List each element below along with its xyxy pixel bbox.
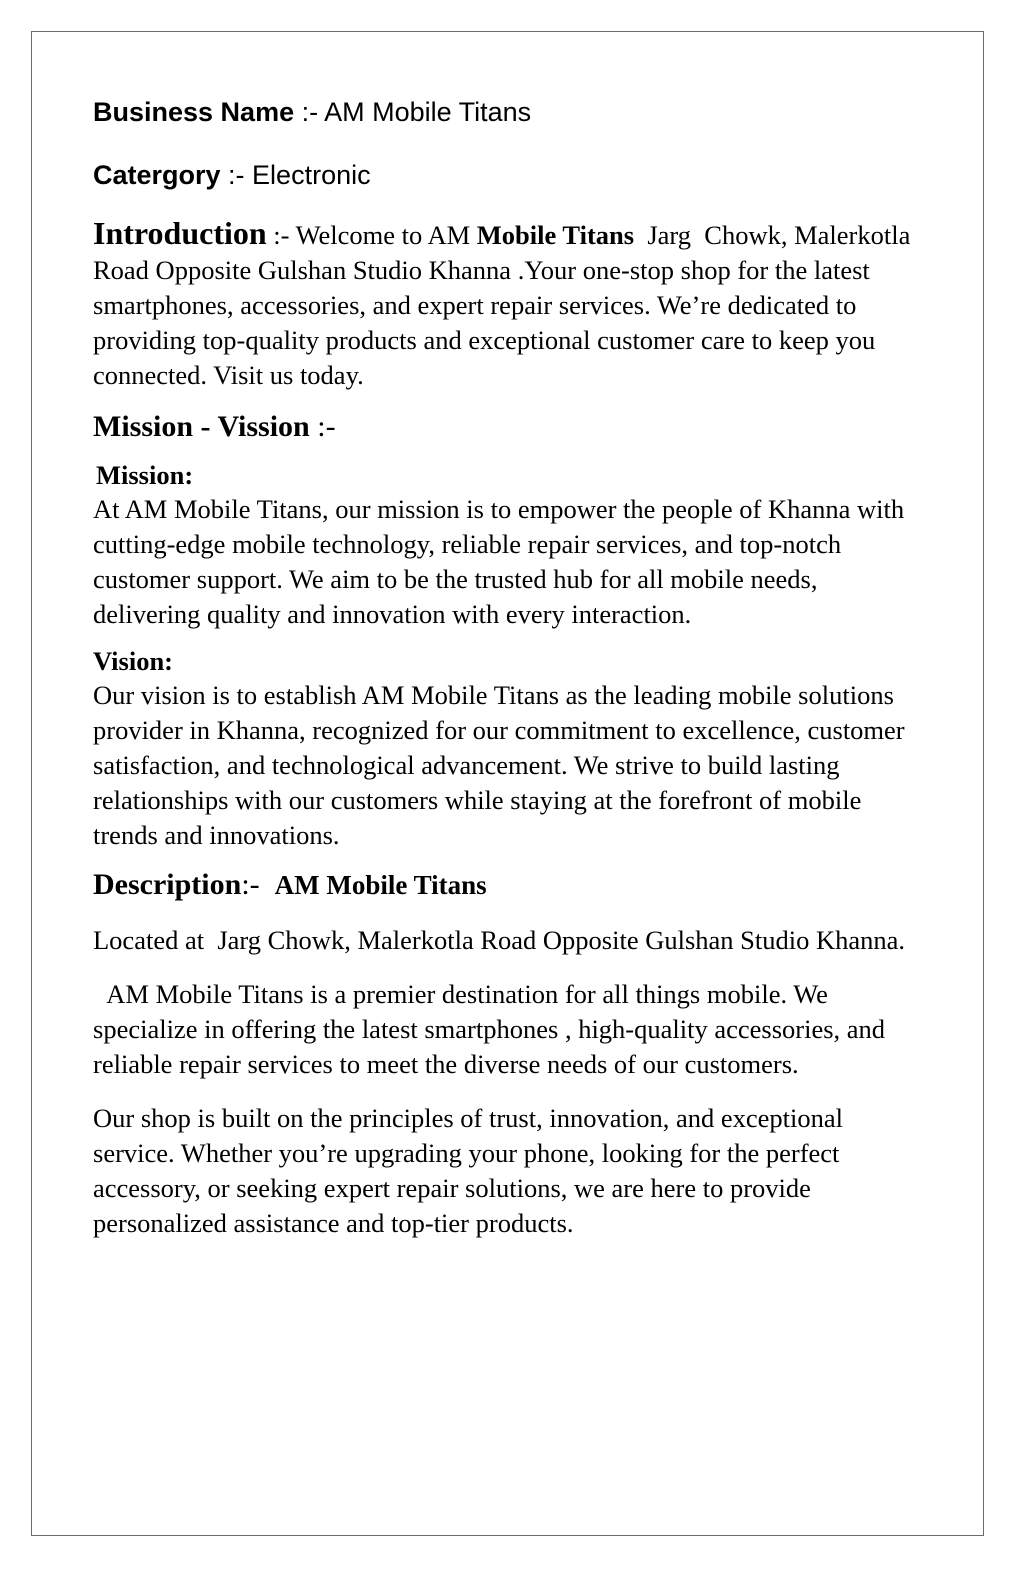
description-heading <box>93 865 923 905</box>
mission-vision-heading-text: Mission - Vission <box>93 410 310 443</box>
introduction-business-name: Mobile Titans <box>476 220 635 250</box>
business-name-value: AM Mobile Titans <box>324 97 532 127</box>
introduction-text-after: Jarg Chowk, Malerkotla Road Opposite Gulshan Studio Khanna .Your one-stop shop for the latest smartphones, accessories, and expert repair services. We’re dedicated to providing top-quality products and exceptional customer care to keep you connected. Visit us today. <box>93 220 917 390</box>
description-paragraph-1: AM Mobile Titans is a premier destination for all things mobile. We specialize in offering the latest smartphones , high-quality accessories, and reliable repair services to meet the diverse needs of our customers. <box>93 979 892 1079</box>
category-line <box>93 155 923 195</box>
description-label: Description <box>93 868 242 901</box>
mission-text: At AM Mobile Titans, our mission is to empower the people of Khanna with cutting-edge mobile technology, reliable repair services, and top-notch customer support. We aim to be the trusted hub for all mobile needs, delivering quality and innovation with every interaction. <box>93 494 905 629</box>
mission-vision-heading <box>93 407 923 447</box>
description-business-name: AM Mobile Titans <box>274 870 487 900</box>
mission-label: Mission: <box>96 460 194 490</box>
introduction-text-before: Welcome to AM <box>295 220 477 250</box>
description-separator: :- <box>241 868 275 901</box>
mission-vision-separator: :- <box>309 410 336 443</box>
introduction-label: Introduction <box>93 215 267 251</box>
vision-label: Vision: <box>93 646 174 676</box>
business-name-line <box>93 92 923 132</box>
introduction-separator: :- <box>266 220 296 250</box>
introduction-paragraph <box>93 216 923 393</box>
description-paragraph-2: Our shop is built on the principles of trust, innovation, and exceptional service. Whether you’re upgrading your phone, looking for the perfect accessory, or seeking expert repair solutions, we are here to provide personalized assistance and top-tier products. <box>93 1103 843 1238</box>
business-name-separator: :- <box>294 97 325 127</box>
document-content <box>93 92 923 1241</box>
category-label: Catergory <box>93 160 221 190</box>
category-value: Electronic <box>252 160 371 190</box>
category-separator: :- <box>220 160 253 190</box>
description-location: Located at Jarg Chowk, Malerkotla Road Opposite Gulshan Studio Khanna. <box>93 925 906 955</box>
vision-text: Our vision is to establish AM Mobile Titans as the leading mobile solutions provider in Khanna, recognized for our commitment to excellence, customer satisfaction, and technological advancement. We strive to build lasting relationships with our customers while staying at the forefront of mobile trends and innovations. <box>93 680 905 850</box>
business-name-label: Business Name <box>93 97 295 127</box>
